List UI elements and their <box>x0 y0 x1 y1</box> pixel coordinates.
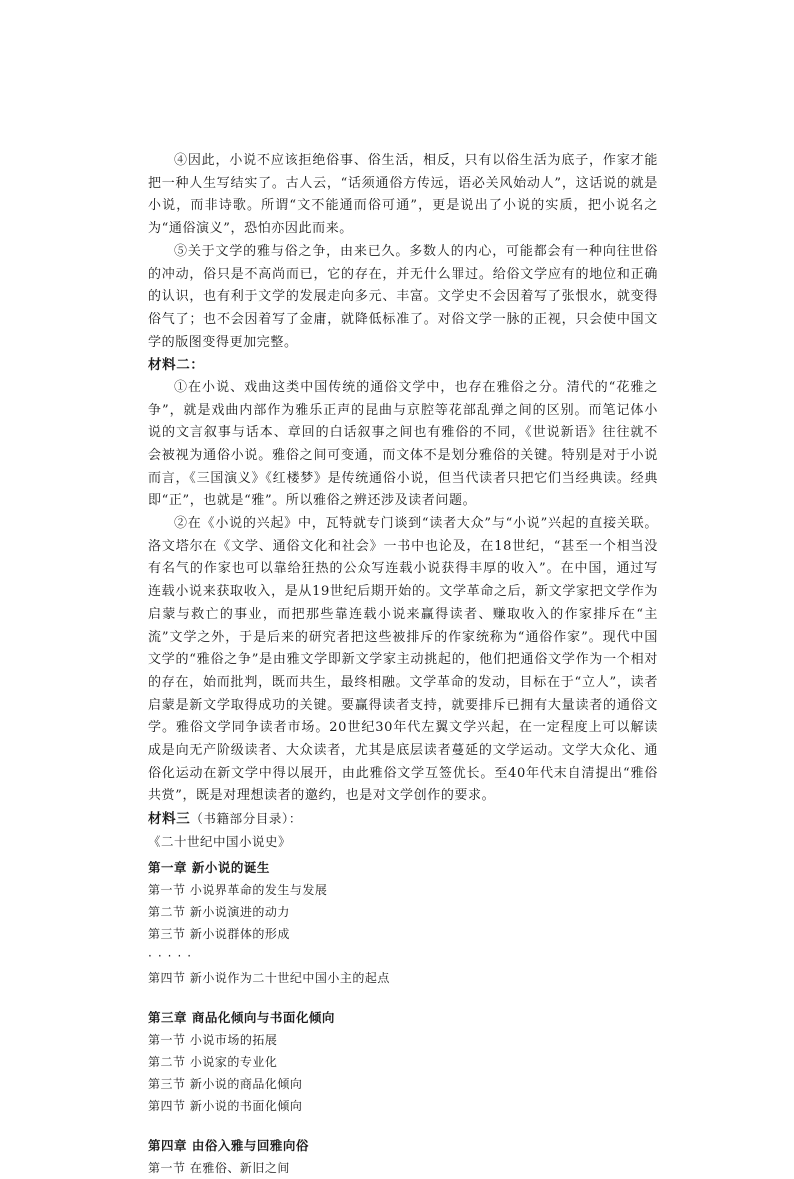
chapter-1-title: 第一章 新小说的诞生 <box>148 859 270 875</box>
material-3-title: 材料三 <box>148 811 191 828</box>
paragraph-4: ④因此，小说不应该拒绝俗事、俗生活，相反，只有以俗生活为底子，作家才能把一种人生写结实了。古人云，“话须通俗方传远，语必关风始动人”，这话说的就是小说，而非诗歌。所谓“文不能通而俗可通”，更是说出了小说的实质，把小说名之为“通俗演义”，恐怕亦因此而来。 <box>148 153 658 237</box>
chapter-1-section-3: 第三节 新小说群体的形成 <box>148 926 290 941</box>
chapter-3-title: 第三章 商品化倾向与书面化倾向 <box>148 1009 335 1025</box>
material-2-heading: 材料二： <box>148 357 205 374</box>
table-of-contents <box>148 831 658 1179</box>
chapter-3-section-1: 第一节 小说市场的拓展 <box>148 1032 278 1047</box>
chapter-3-section-2: 第二节 小说家的专业化 <box>148 1054 278 1069</box>
chapter-1-section-1: 第一节 小说界革命的发生与发展 <box>148 882 328 897</box>
paragraph-5: ⑤关于文学的雅与俗之争，由来已久。多数人的内心，可能都会有一种向往世俗的冲动，俗只是不高尚而已，它的存在，并无什么罪过。给俗文学应有的地位和正确的认识，也有利于文学的发展走向多元、丰富。文学史不会因着写了张恨水，就变得俗气了；也不会因着写了金庸，就降低标准了。对俗文学一脉的正视，只会使中国文学的版图变得更加完整。 <box>148 243 658 350</box>
chapter-3-section-3: 第三节 新小说的商品化倾向 <box>148 1076 303 1091</box>
spacer <box>148 1117 658 1135</box>
material-3-heading <box>148 808 658 831</box>
chapter-4-section-1: 第一节 在雅俗、新旧之间 <box>148 1160 290 1175</box>
chapter-4-title: 第四章 由俗入雅与回雅向俗 <box>148 1137 309 1153</box>
chapter-1-section-2: 第二节 新小说演进的动力 <box>148 904 290 919</box>
material-2-paragraph-2: ②在《小说的兴起》中，瓦特就专门谈到“读者大众”与“小说”兴起的直接关联。洛文塔尔在《文学、通俗文化和社会》一书中也论及，在18世纪，“甚至一个相当没有名气的作家也可以靠给狂热的公众写连载小说获得丰厚的收入”。在中国，通过写连载小说来获取收入，是从19世纪后期开始的。文学革命之后，新文学家把文学作为启蒙与救亡的事业，而把那些靠连载小说来赢得读者、赚取收入的作家排斥在“主流”文学之外，于是后来的研究者把这些被排斥的作家统称为“通俗作家”。现代中国文学的“雅俗之争”是由雅文学即新文学家主动挑起的，他们把通俗文学作为一个相对的存在，始而批判，既而共生，最终相融。文学革命的发动，目标在于“立人”，读者启蒙是新文学取得成功的关键。要赢得读者支持，就要排斥已拥有大量读者的通俗文学。雅俗文学同争读者市场。20世纪30年代左翼文学兴起，在一定程度上可以解读成是向无产阶级读者、大众读者，尤其是底层读者蔓延的文学运动。文学大众化、通俗化运动在新文学中得以展开，由此雅俗文学互签优长。至40年代末自清提出“雅俗共赏”，既是对理想读者的邀约，也是对文学创作的要求。 <box>148 516 658 804</box>
document-body <box>148 150 658 1179</box>
material-3-note: （书籍部分目录）： <box>190 811 302 827</box>
book-title: 《二十世纪中国小说史》 <box>148 833 292 849</box>
chapter-3-section-4: 第四节 新小说的书面化倾向 <box>148 1098 303 1113</box>
spacer <box>148 989 658 1007</box>
ellipsis: ····· <box>148 948 198 963</box>
chapter-1-section-4: 第四节 新小说作为二十世纪中国小主的起点 <box>148 970 390 985</box>
material-2-paragraph-1: ①在小说、戏曲这类中国传统的通俗文学中，也存在雅俗之分。清代的“花雅之争”，就是戏曲内部作为雅乐正声的昆曲与京腔等花部乱弹之间的区别。而笔记体小说的文言叙事与话本、章回的白话叙事之间也有雅俗的不同，《世说新语》往往就不会被视为通俗小说。雅俗之间可变通，而文体不是划分雅俗的关键。特别是对于小说而言，《三国演义》《红楼梦》是传统通俗小说，但当代读者只把它们当经典读。经典即“正”，也就是“雅”。所以雅俗之辨还涉及读者问题。 <box>148 379 658 509</box>
